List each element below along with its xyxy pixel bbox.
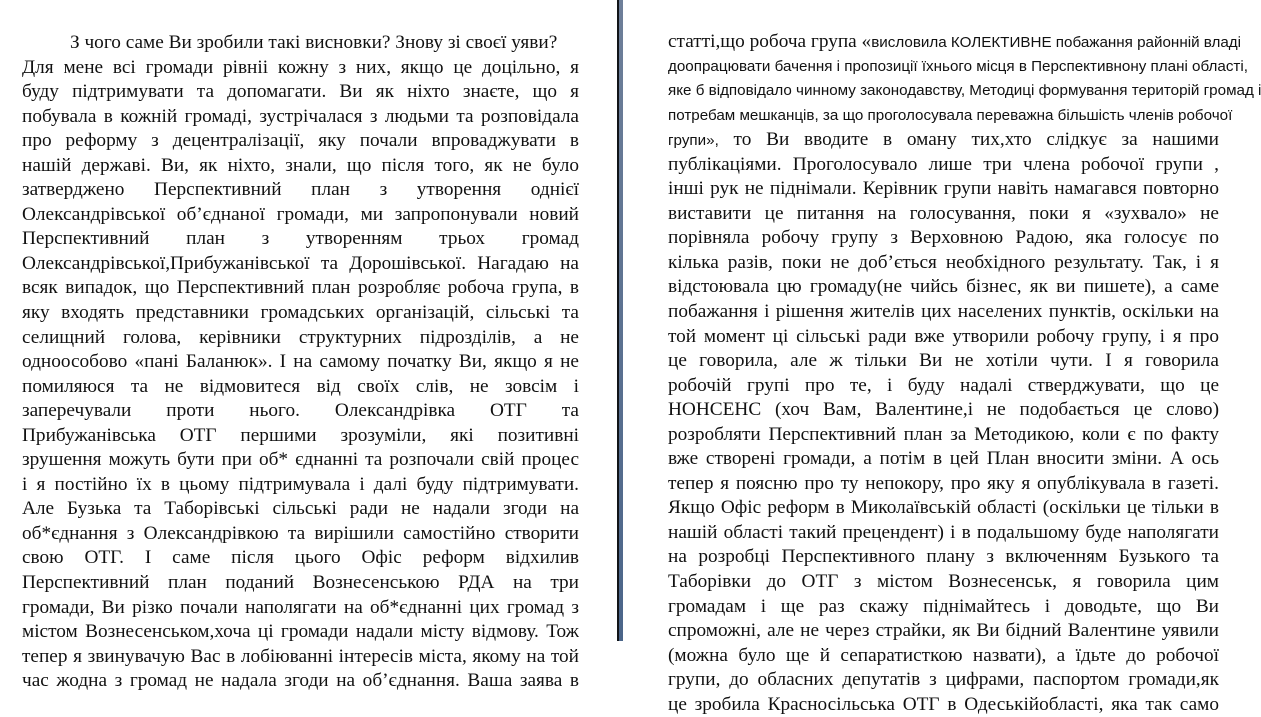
text-line: відстоювала цю громаду(не чийсь бізнес, як ви пишете), а саме — [668, 276, 1219, 298]
text-line: робочій групі про те, і буду надалі стверджувати, що це — [668, 374, 1219, 396]
text-line: селищний голова, керівники структурних підрозділів, а не — [22, 326, 579, 348]
quote-run: висловила КОЛЕКТИВНЕ побажання районній владі — [871, 34, 1242, 51]
text-line: інші рук не піднімали. Керівник групи навіть намагався повторно — [668, 178, 1219, 200]
text-line — [668, 128, 1219, 153]
text-line: містом Вознесенськом,хоча ці громади надали місту відмову. Тож — [22, 621, 579, 643]
text-line: розробляти Перспективний план за Методикою, коли є по факту — [668, 423, 1219, 445]
left-document-page — [0, 0, 617, 692]
text-line: громадам і ще раз скажу піднімайтесь і доводьте, що Ви — [668, 595, 1219, 617]
text-line: на розробці Перспективного плану з включенням Бузького та — [668, 546, 1219, 568]
text-line: час жодна з громад не надала згоди на об’єднання. Ваша заява в — [22, 670, 579, 692]
text-line: Якщо Офіс реформ в Миколаївській області (оскільки це тільки в — [668, 497, 1219, 519]
text-line: нашій державі. Ви, як ніхто, знали, що після того, як не було — [22, 154, 579, 176]
text-line: затверджено Перспективний план з утворення однієї — [22, 179, 579, 201]
text-line: про реформу з децентралізації, яку почали впроваджувати в — [22, 130, 579, 152]
text-line: Перспективний план поданий Вознесенською РДА на три — [22, 572, 579, 594]
text-line: НОНСЕНС (хоч Вам, Валентине,і не подобається це слово) — [668, 399, 1219, 421]
text-line: нашій області такий прецендент) і в подальшому буде наполягати — [668, 521, 1219, 543]
text-line: побувала в кожній громаді, зустрічалася з людьми та розповідала — [22, 105, 579, 127]
text-line: об*єднання з Олександрівкою та вирішили самостійно створити — [22, 522, 579, 544]
text-line: Для мене всі громади рівніі кожну з них, якщо це доцільно, я — [22, 56, 579, 78]
text-line: тепер я звинувачую Вас в лобіюванні інтересів міста, якому на той — [22, 645, 579, 667]
text-line: (можна було ще й сепаратисткою назвати), а їдьте до робочої — [668, 644, 1219, 666]
text-line: всяк випадок, що Перспективний план розробляє робоча група, в — [22, 277, 579, 299]
text-line: одноособово «пані Баланюк». І на самому початку Ви, якщо я не — [22, 351, 579, 373]
text-line: спроможні, але не через страйки, як Ви бідний Валентине уявили — [668, 620, 1219, 642]
text-line: Але Бузька та Таборівські сільські ради не надали згоди на — [22, 498, 579, 520]
quote-run: групи», — [668, 132, 719, 150]
quote-line: потребам мешканців, за що проголосувала переважна більшість членів робочої — [668, 106, 1233, 124]
text-line: виставити це питання на голосування, поки я «зухвало» не — [668, 202, 1219, 224]
text-line: Олександрівської,Прибужанівської та Дорошівської. Нагадаю на — [22, 252, 579, 274]
text-line: заперечували проти нього. Олександрівка ОТГ та — [22, 400, 579, 422]
text-line: той момент ці сільські ради вже утворили робочу групу, і я про — [668, 325, 1219, 347]
text-line: Перспективний план з утворенням трьох громад — [22, 228, 579, 250]
text-line: громади, Ви різко почали наполягати на об*єднанні цих громад з — [22, 596, 579, 618]
text-line — [668, 30, 1242, 55]
text-line: Прибужанівська ОТГ першими зрозуміли, які позитивні — [22, 424, 579, 446]
right-document-page — [623, 0, 1261, 715]
text-line: свою ОТГ. І саме після цього Офіс реформ відхилив — [22, 547, 579, 569]
text-line: порівняла робочу групу з Верховною Радою, яка голосує по — [668, 227, 1219, 249]
text-line: тепер я поясню про ту непокору, про яку я опублікувала в газеті. — [668, 472, 1219, 494]
text-line: це говорила, але ж тільки Ви не хотіли чути. І я говорила — [668, 350, 1219, 372]
quote-line: доопрацювати бачення і пропозиції їхнього місця в Перспективнону плані області, — [668, 57, 1248, 75]
text-line: групи, до обласних депутатів з цифрами, паспортом громади,як — [668, 669, 1219, 691]
left-page-text — [22, 31, 579, 694]
text-line: публікаціями. Проголосувало лише три члена робочої групи , — [668, 153, 1219, 175]
text-line: буду підтримувати та допомагати. Ви як ніхто знаєте, що я — [22, 81, 579, 103]
text-line: яку входять представники громадських організацій, сільські та — [22, 302, 579, 324]
text-line: це зробила Красносільська ОТГ в Одеськійобласті, яка так само — [668, 693, 1219, 715]
text-line: помиляюся та не відмовитеся від своїх слів, не зовсім і — [22, 375, 579, 397]
text-run: статті,що робоча група « — [668, 31, 872, 52]
text-line: зрушення можуть бути при об* єднанні та розпочали свій процес — [22, 449, 579, 471]
text-line: і я постійно їх в цьому підтримувала і далі буду підтримувати. — [22, 473, 579, 495]
quote-line: яке б відповідало чинному законодавству, Методиці формування територій громад і — [668, 82, 1261, 100]
text-line: побажання і рішення жителів цих населених пунктів, оскільки на — [668, 301, 1219, 323]
right-page-text — [668, 30, 1261, 717]
text-line: Таборівки до ОТГ з містом Вознесенськ, я говорила цим — [668, 571, 1219, 593]
text-run: то Ви вводите в оману тих,хто слідкує за нашими — [718, 129, 1219, 151]
text-line: вже створені громади, а потім в цей План вносити зміни. А ось — [668, 448, 1219, 470]
text-line: кілька разів, поки не доб’ється необхідного результату. Так, і я — [668, 251, 1219, 273]
text-line: Олександрівської об’єднаної громади, ми запропонували новий — [22, 203, 579, 225]
text-line: З чого саме Ви зробили такі висновки? Знову зі своєї уяви? — [70, 32, 558, 53]
